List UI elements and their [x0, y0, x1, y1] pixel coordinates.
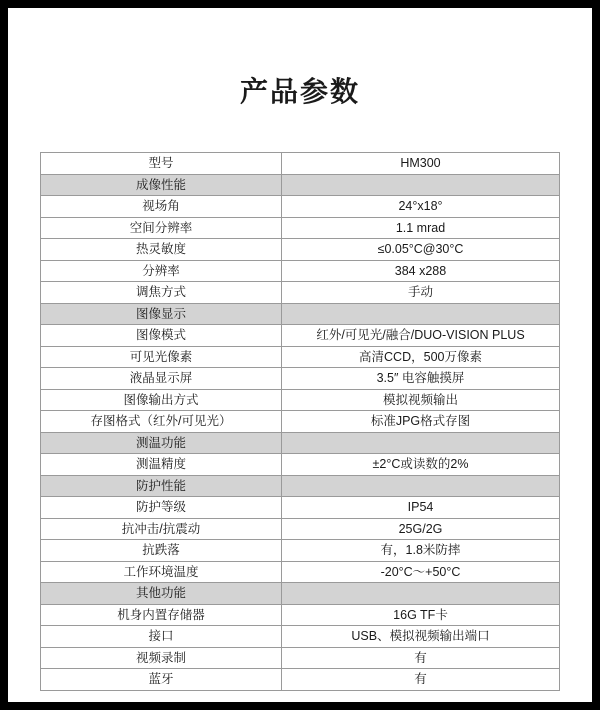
spec-value: HM300: [282, 153, 560, 175]
table-row: [41, 518, 560, 540]
spec-value: 有: [282, 669, 560, 691]
spec-label: 接口: [41, 626, 282, 648]
table-row: [41, 626, 560, 648]
table-row: [41, 260, 560, 282]
spec-value: 1.1 mrad: [282, 217, 560, 239]
table-row: [41, 454, 560, 476]
table-row: [41, 325, 560, 347]
spec-label: 成像性能: [41, 174, 282, 196]
table-row: [41, 196, 560, 218]
table-row: [41, 239, 560, 261]
spec-value: 24°x18°: [282, 196, 560, 218]
table-row: [41, 153, 560, 175]
spec-value: [282, 475, 560, 497]
spec-label: 视频录制: [41, 647, 282, 669]
spec-label: 热灵敏度: [41, 239, 282, 261]
spec-value: 红外/可见光/融合/DUO-VISION PLUS: [282, 325, 560, 347]
table-section-row: [41, 583, 560, 605]
table-row: [41, 282, 560, 304]
spec-label: 工作环境温度: [41, 561, 282, 583]
table-section-row: [41, 303, 560, 325]
spec-value: [282, 174, 560, 196]
spec-value: [282, 303, 560, 325]
spec-value: ±2°C或读数的2%: [282, 454, 560, 476]
table-section-row: [41, 475, 560, 497]
table-row: [41, 497, 560, 519]
spec-value: 384 x288: [282, 260, 560, 282]
spec-label: 视场角: [41, 196, 282, 218]
spec-label: 分辨率: [41, 260, 282, 282]
spec-value: ≤0.05°C@30°C: [282, 239, 560, 261]
table-row: [41, 540, 560, 562]
spec-label: 图像输出方式: [41, 389, 282, 411]
table-row: [41, 411, 560, 433]
spec-label: 其他功能: [41, 583, 282, 605]
spec-value: 手动: [282, 282, 560, 304]
spec-label: 液晶显示屏: [41, 368, 282, 390]
spec-value: [282, 432, 560, 454]
spec-label: 测温精度: [41, 454, 282, 476]
specification-table: [40, 152, 560, 691]
spec-value: USB、模拟视频输出端口: [282, 626, 560, 648]
table-row: [41, 217, 560, 239]
spec-value: 25G/2G: [282, 518, 560, 540]
spec-label: 蓝牙: [41, 669, 282, 691]
spec-value: 有: [282, 647, 560, 669]
spec-label: 图像模式: [41, 325, 282, 347]
spec-label: 测温功能: [41, 432, 282, 454]
table-row: [41, 346, 560, 368]
spec-label: 存图格式（红外/可见光）: [41, 411, 282, 433]
spec-label: 图像显示: [41, 303, 282, 325]
spec-value: IP54: [282, 497, 560, 519]
table-section-row: [41, 174, 560, 196]
spec-value: 有，1.8米防摔: [282, 540, 560, 562]
spec-value: 3.5″ 电容触摸屏: [282, 368, 560, 390]
table-row: [41, 669, 560, 691]
spec-label: 可见光像素: [41, 346, 282, 368]
spec-label: 防护性能: [41, 475, 282, 497]
page-title: 产品参数: [239, 76, 360, 107]
spec-label: 机身内置存储器: [41, 604, 282, 626]
spec-value: 标准JPG格式存图: [282, 411, 560, 433]
spec-label: 空间分辨率: [41, 217, 282, 239]
spec-value: 模拟视频输出: [282, 389, 560, 411]
specification-table-body: [41, 153, 560, 691]
document-page: [8, 8, 592, 702]
spec-label: 防护等级: [41, 497, 282, 519]
spec-label: 型号: [41, 153, 282, 175]
spec-label: 抗跌落: [41, 540, 282, 562]
spec-value: 高清CCD，500万像素: [282, 346, 560, 368]
table-section-row: [41, 432, 560, 454]
spec-value: -20°C～+50°C: [282, 561, 560, 583]
spec-label: 调焦方式: [41, 282, 282, 304]
table-row: [41, 647, 560, 669]
table-row: [41, 389, 560, 411]
spec-value: [282, 583, 560, 605]
table-row: [41, 368, 560, 390]
spec-label: 抗冲击/抗震动: [41, 518, 282, 540]
table-row: [41, 561, 560, 583]
spec-value: 16G TF卡: [282, 604, 560, 626]
table-row: [41, 604, 560, 626]
